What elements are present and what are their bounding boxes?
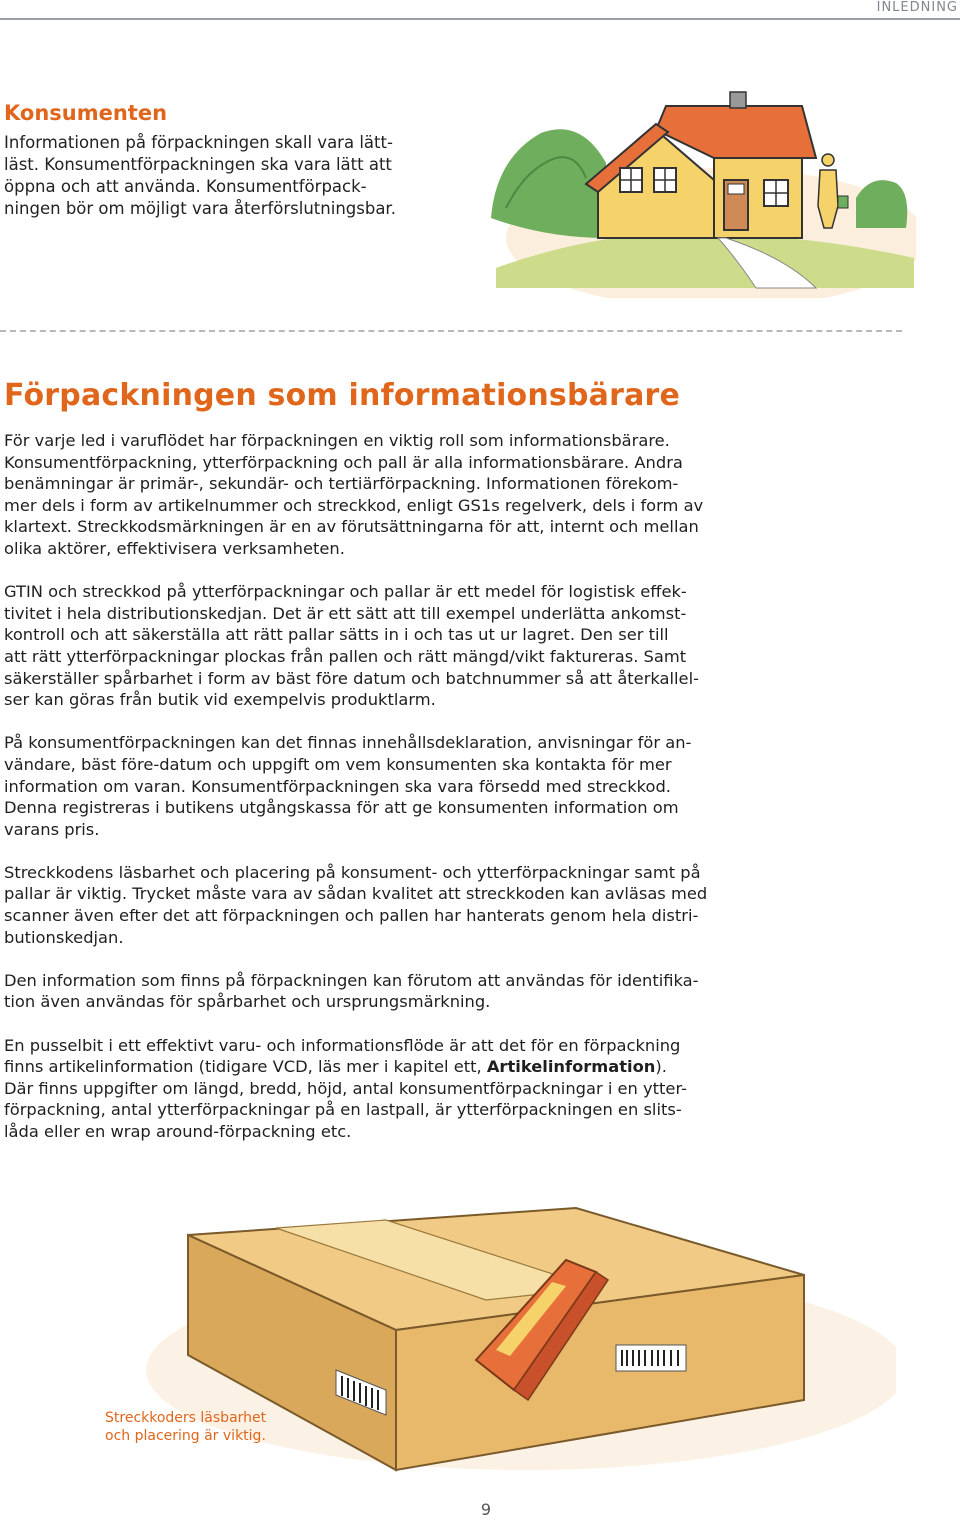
- paragraph: En pusselbit i ett effektivt varu- och informationsflöde är att det för en förpackning finns artikelinformation (tidigare VCD, läs mer i kapitel ett, Artikelinformation). Där finns uppgifter om längd, bredd, höjd, antal konsumentförpackningar i en ytter- förpackning, antal ytterförpackningar på en lastpall, är ytterförpackningen en slits- låda eller en wrap around-förpackning etc.: [4, 1035, 687, 1141]
- paragraph: För varje led i varuflödet har förpackningen en viktig roll som informationsbärare. Konsumentförpackning, ytterförpackning och pall är alla informationsbärare. Andra benämningar är primär-, sekundär- och tertiärförpackning. Informationen förekom- mer dels i form av artikelnummer och streckkod, enligt GS1s regelverk, dels i form av klartext. Streckkodsmärkningen är en av förutsättningarna för att, internt och mellan olika aktörer, effektivisera verksamheten.: [4, 431, 704, 558]
- paragraph: Streckkodens läsbarhet och placering på konsument- och ytterförpackningar samt på pallar är viktig. Trycket måste vara av sådan kvalitet att streckkoden kan avläsas med scanner även efter det att förpackningen och pallen har hanterats genom hela distri- butionskedjan.: [4, 862, 708, 947]
- page-number: 9: [480, 1500, 492, 1519]
- paragraph: GTIN och streckkod på ytterförpackningar och pallar är ett medel för logistisk effek- tivitet i hela distributionskedjan. Det är ett sätt att till exempel underlätta ankomst- kontroll och att säkerställa att rätt pallar sätts in i och tas ut ur lagret. Den ser till att rätt ytterförpackningar plockas från pallen och rätt mängd/vikt faktureras. Samt säkerställer spårbarhet i form av bäst före datum och batchnummer så att återkallel- ser kan göras från butik vid exempelvis produktlarm.: [4, 582, 699, 710]
- box-caption: Streckkoders läsbarhet och placering är viktig.: [105, 1410, 267, 1444]
- consumer-line: Informationen på förpackningen skall vara lätt-: [4, 133, 393, 152]
- paragraph: På konsumentförpackningen kan det finnas innehållsdeklaration, anvisningar för an- vändare, bäst före-datum och uppgift om vem konsumenten ska kontakta för mer information om varan. Konsumentförpackningen ska vara försedd med streckkod. Denna registreras i butikens utgångskassa för att ge konsumenten information om varans pris.: [4, 733, 692, 839]
- paragraph: Den information som finns på förpackningen kan förutom att användas för identifika- tion även användas för spårbarhet och ursprungsmärkning.: [4, 970, 699, 1012]
- section-divider: [0, 330, 902, 332]
- consumer-line: läst. Konsumentförpackningen ska vara lätt att: [4, 155, 392, 174]
- consumer-line: ningen bör om möjligt vara återförslutningsbar.: [4, 199, 396, 218]
- body-text: [4, 430, 884, 1164]
- section-label: INLEDNING: [876, 0, 958, 15]
- consumer-text: [4, 132, 464, 220]
- header-rule: [0, 18, 960, 20]
- artikelinformation-ref: Artikelinformation: [486, 1057, 656, 1077]
- main-heading: Förpackningen som informationsbärare: [4, 378, 681, 413]
- consumer-line: öppna och att använda. Konsumentförpack-: [4, 177, 367, 196]
- house-illustration: [486, 88, 916, 298]
- consumer-heading: Konsumenten: [4, 101, 168, 125]
